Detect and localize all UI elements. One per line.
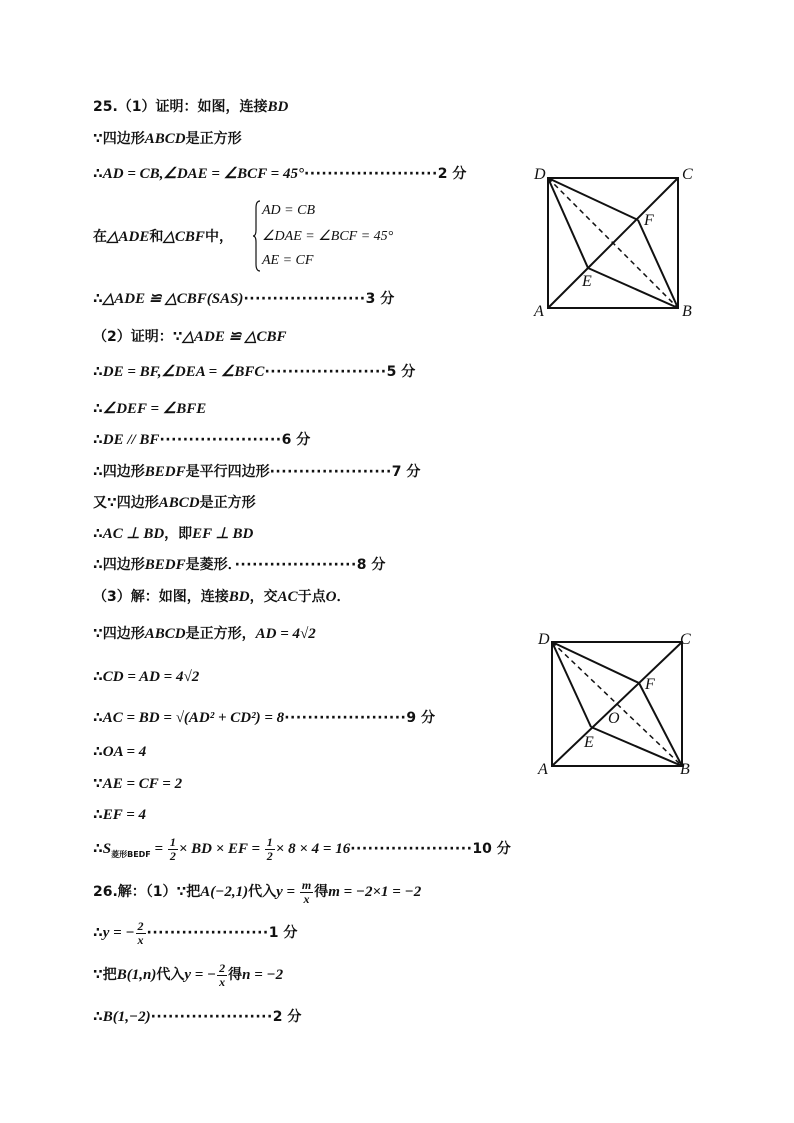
p25-line10: ∴四边形BEDF是平行四边形·····················7 分 bbox=[93, 464, 421, 480]
fig2-segment-df bbox=[552, 642, 639, 683]
p25-line11: 又∵四边形ABCD是正方形 bbox=[93, 495, 256, 511]
fig2-label-o: O bbox=[608, 710, 620, 727]
p25-line17: ∴AC = BD = √(AD² + CD²) = 8·····················9 分 bbox=[93, 710, 435, 726]
fig1-label-e: E bbox=[582, 273, 592, 290]
p25-line14: （3）解：如图，连接BD，交AC于点O． bbox=[93, 589, 351, 605]
p25-line5: ∴△ADE ≌ △CBF(SAS)·····················3 分 bbox=[93, 291, 395, 307]
fig2-label-e: E bbox=[584, 734, 594, 751]
p25-line13: ∴四边形BEDF是菱形．·····················8 分 bbox=[93, 557, 386, 573]
fig2-label-c: C bbox=[680, 631, 691, 648]
system-eq2: ∠DAE = ∠BCF = 45° bbox=[262, 229, 394, 244]
fig1-label-f: F bbox=[644, 212, 654, 229]
fig1-segment-eb bbox=[588, 268, 678, 308]
system-eq1: AD = CB bbox=[262, 203, 315, 218]
p25-line6: （2）证明：∵△ADE ≌ △CBF bbox=[93, 329, 287, 345]
fig1-segment-de bbox=[548, 178, 588, 268]
p25-line16: ∴CD = AD = 4√2 bbox=[93, 669, 200, 685]
p25-line7: ∴DE = BF,∠DEA = ∠BFC·····················5 分 bbox=[93, 364, 416, 380]
p25-line21: $\therefore S_{菱形BEDF}$ = $\frac{1}{2}$ × BD × EF = $\frac{1}{2}$ × 8 × 4 = 16·····················10 分 bbox=[93, 834, 511, 863]
fig2-segment-de bbox=[552, 642, 591, 727]
p25-line15: ∵四边形ABCD是正方形，AD = 4√2 bbox=[93, 626, 316, 642]
p25-line3: ∴AD = CB,∠DAE = ∠BCF = 45°·······················2 分 bbox=[93, 166, 467, 182]
p25-line9: ∴DE // BF·····················6 分 bbox=[93, 432, 311, 448]
fig2-label-b: B bbox=[680, 761, 690, 778]
p25-line12: ∴AC ⊥ BD，即EF ⊥ BD bbox=[93, 526, 254, 542]
system-eq3: AE = CF bbox=[262, 253, 314, 268]
p25-line18: ∴OA = 4 bbox=[93, 744, 147, 760]
fig2-segment-fb bbox=[639, 683, 682, 766]
fig2-label-d: D bbox=[538, 631, 550, 648]
p26-line4: ∴B(1,−2)·····················2 分 bbox=[93, 1009, 302, 1025]
p26-line3: ∵把B(1,n)代入y = − $\frac{2}{x}$ 得n = −2 bbox=[93, 960, 284, 989]
p25-line2: ∵四边形ABCD是正方形 bbox=[93, 131, 242, 147]
p25-line4: 在△ADE和△CBF中， bbox=[93, 229, 233, 245]
fig2-label-f: F bbox=[645, 676, 655, 693]
p25-line20: ∴EF = 4 bbox=[93, 807, 147, 823]
fig1-segment-fb bbox=[638, 220, 678, 308]
fig1-label-b: B bbox=[682, 303, 692, 320]
figure-2-square bbox=[530, 625, 705, 780]
figure-1-square bbox=[530, 160, 705, 325]
p26-line2: ∴y = − $\frac{2}{x}$ ·····················1 分 bbox=[93, 918, 298, 947]
p25-line8: ∴∠DEF = ∠BFE bbox=[93, 401, 207, 417]
fig1-label-c: C bbox=[682, 166, 693, 183]
p25-line19: ∵AE = CF = 2 bbox=[93, 776, 183, 792]
system-brace bbox=[253, 200, 261, 272]
fig2-label-a: A bbox=[538, 761, 548, 778]
fig1-label-a: A bbox=[534, 303, 544, 320]
p25-header: 25.（1）证明：如图，连接BD bbox=[93, 99, 289, 115]
fig1-label-d: D bbox=[534, 166, 546, 183]
p26-line1: 26.解：（1）∵把A(−2,1)代入y = $\frac{m}{x}$ 得m = −2×1 = −2 bbox=[93, 877, 422, 906]
fig2-diagonal-ac bbox=[552, 642, 682, 766]
fig1-segment-df bbox=[548, 178, 638, 220]
fig2-segment-eb bbox=[591, 727, 682, 766]
